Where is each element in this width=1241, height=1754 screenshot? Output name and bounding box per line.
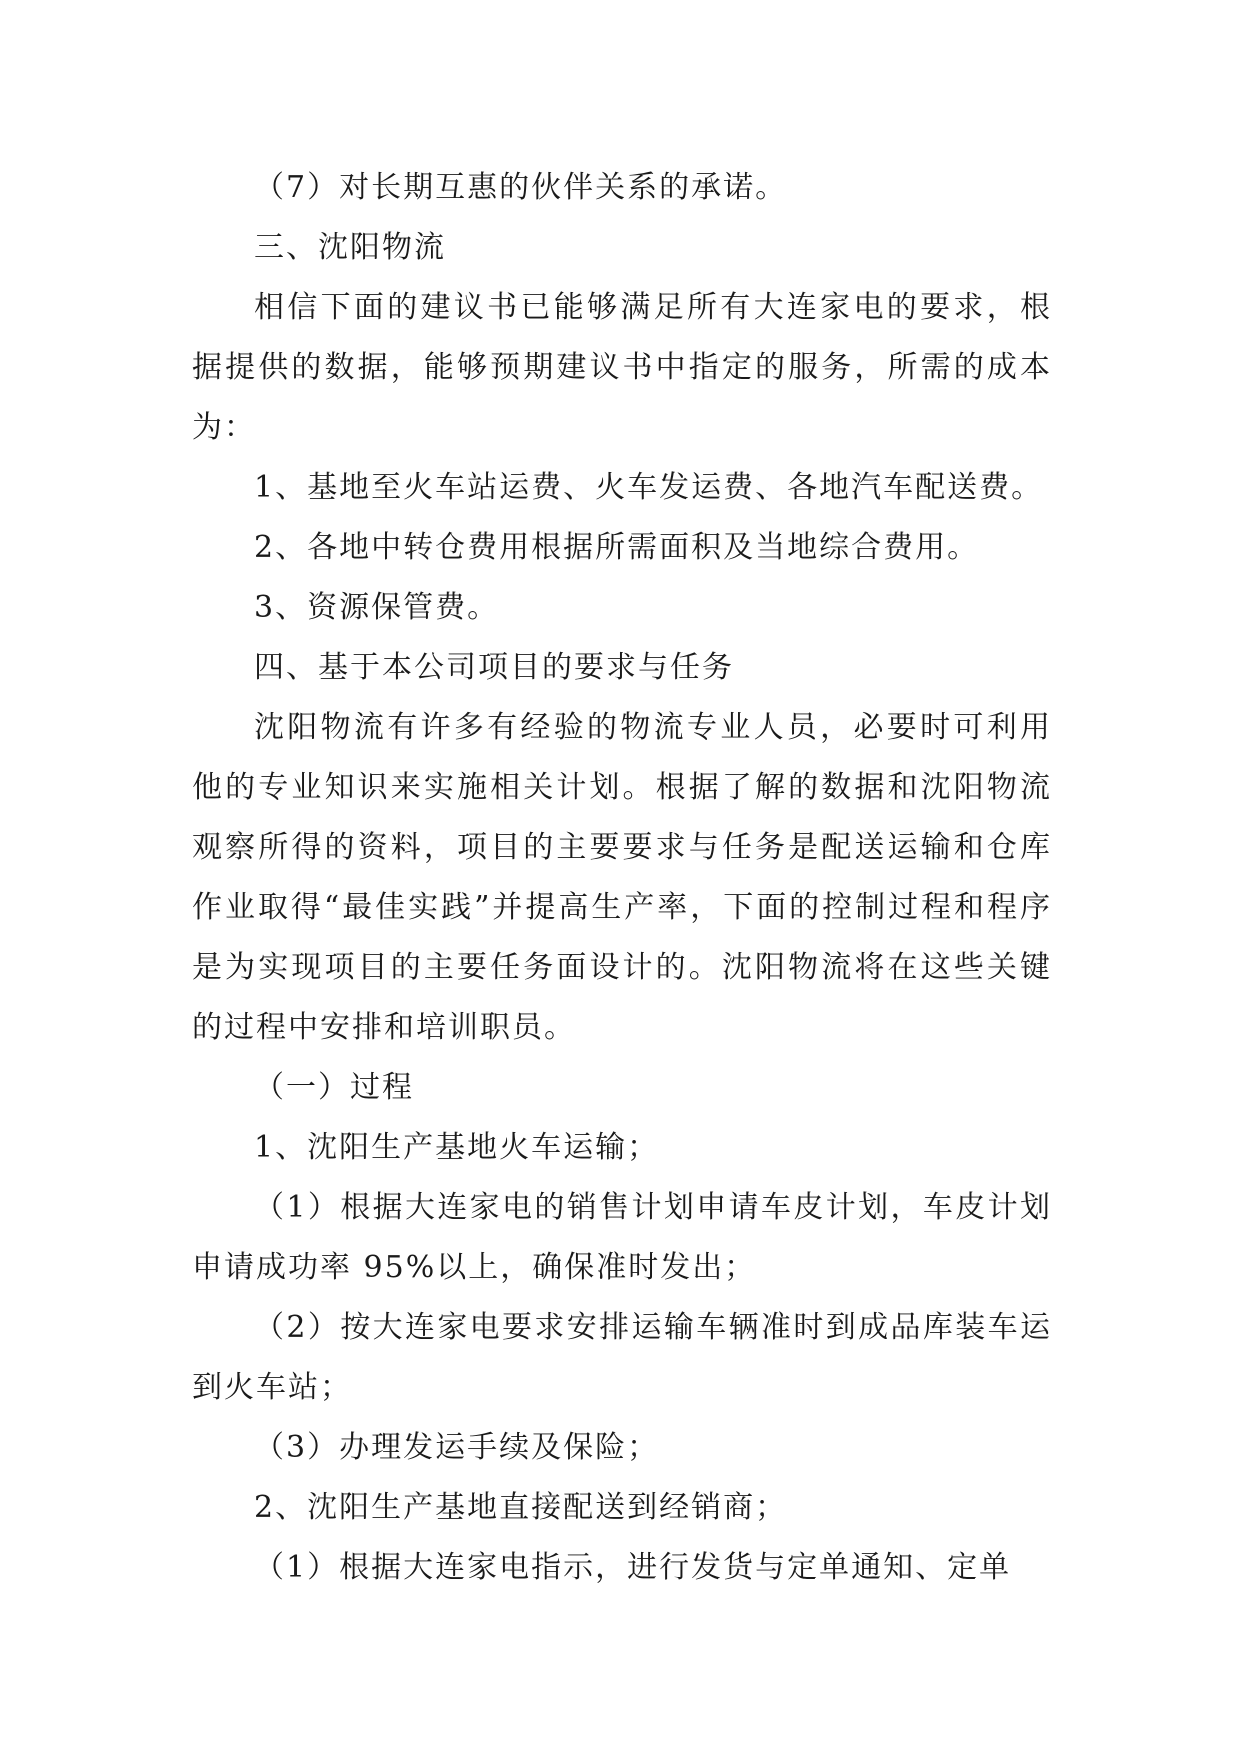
- cost-item-1: 1、基地至火车站运费、火车发运费、各地汽车配送费。: [254, 470, 1044, 505]
- item-1-sub-3: （3）办理发运手续及保险；: [254, 1430, 660, 1465]
- section-3-heading: 三、沈阳物流: [254, 230, 446, 265]
- item-2-heading: 2、沈阳生产基地直接配送到经销商；: [254, 1490, 788, 1525]
- cost-item-3: 3、资源保管费。: [254, 590, 500, 625]
- document-page: [192, 158, 1052, 1598]
- proposal-paragraph: 相信下面的建议书已能够满足所有大连家电的要求，根据提供的数据，能够预期建议书中指定的服务，所需的成本为：: [192, 290, 1052, 445]
- commitment-line: （7）对长期互惠的伙伴关系的承诺。: [254, 170, 788, 205]
- item-1-heading: 1、沈阳生产基地火车运输；: [254, 1130, 660, 1165]
- cost-item-2: 2、各地中转仓费用根据所需面积及当地综合费用。: [254, 530, 980, 565]
- item-2-sub-1: （1）根据大连家电指示，进行发货与定单通知、定单: [254, 1550, 1012, 1585]
- requirements-paragraph: 沈阳物流有许多有经验的物流专业人员，必要时可利用他的专业知识来实施相关计划。根据了解的数据和沈阳物流观察所得的资料，项目的主要要求与任务是配送运输和仓库作业取得“最佳实践”并提高生产率，下面的控制过程和程序是为实现项目的主要任务面设计的。沈阳物流将在这些关键的过程中安排和培训职员。: [192, 710, 1052, 1045]
- process-heading: （一）过程: [254, 1070, 414, 1105]
- item-1-sub-1: （1）根据大连家电的销售计划申请车皮计划，车皮计划申请成功率 95%以上，确保准时发出；: [192, 1190, 1052, 1285]
- section-4-heading: 四、基于本公司项目的要求与任务: [254, 650, 734, 685]
- item-1-sub-2: （2）按大连家电要求安排运输车辆准时到成品库装车运到火车站；: [192, 1310, 1052, 1405]
